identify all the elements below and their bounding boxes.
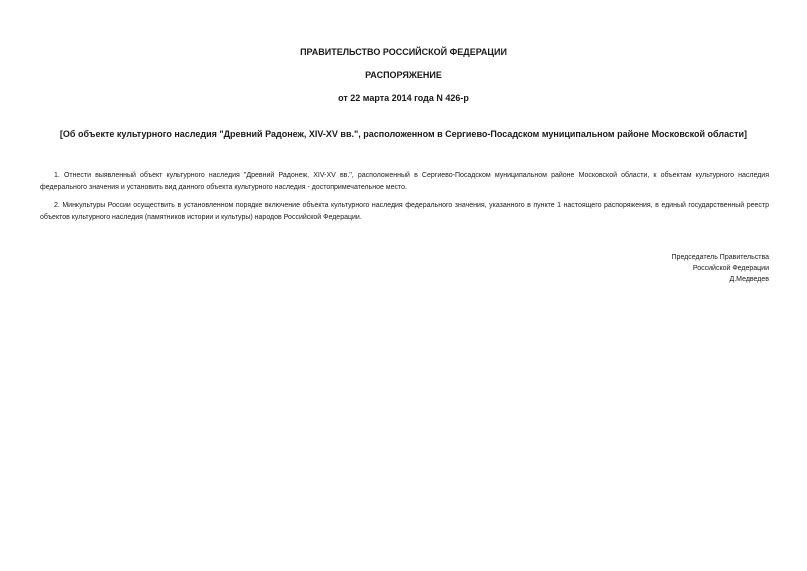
document-date: от 22 марта 2014 года N 426-р — [338, 93, 469, 103]
document-title: [Об объекте культурного наследия "Древний Радонеж, XIV-XV вв.", расположенном в Сергиево-Посадском муниципальном районе Московской области] — [59, 129, 748, 139]
document-type-heading: РАСПОРЯЖЕНИЕ — [365, 70, 442, 80]
paragraph-1: 1. Отнести выявленный объект культурного наследия "Древний Радонеж, XIV-XV вв.", расположенный в Сергиево-Посадском муниципальном районе Московской области, к объектам культурного наследия федерального значения и установить вид данного объекта культурного наследия - достопримечательное место. — [40, 172, 769, 191]
signature-position-line1: Председатель Правительства — [671, 254, 769, 261]
signature-position-line2: Российской Федерации — [692, 265, 769, 272]
paragraph-2: 2. Минкультуры России осуществить в установленном порядке включение объекта культурного наследия федерального значения, указанного в пункте 1 настоящего распоряжения, в единый государственный реестр объектов культурного наследия (памятников истории и культуры) народов Российской Федерации. — [40, 202, 769, 221]
government-heading: ПРАВИТЕЛЬСТВО РОССИЙСКОЙ ФЕДЕРАЦИИ — [300, 47, 507, 57]
signature-name: Д.Медведев — [729, 276, 769, 283]
